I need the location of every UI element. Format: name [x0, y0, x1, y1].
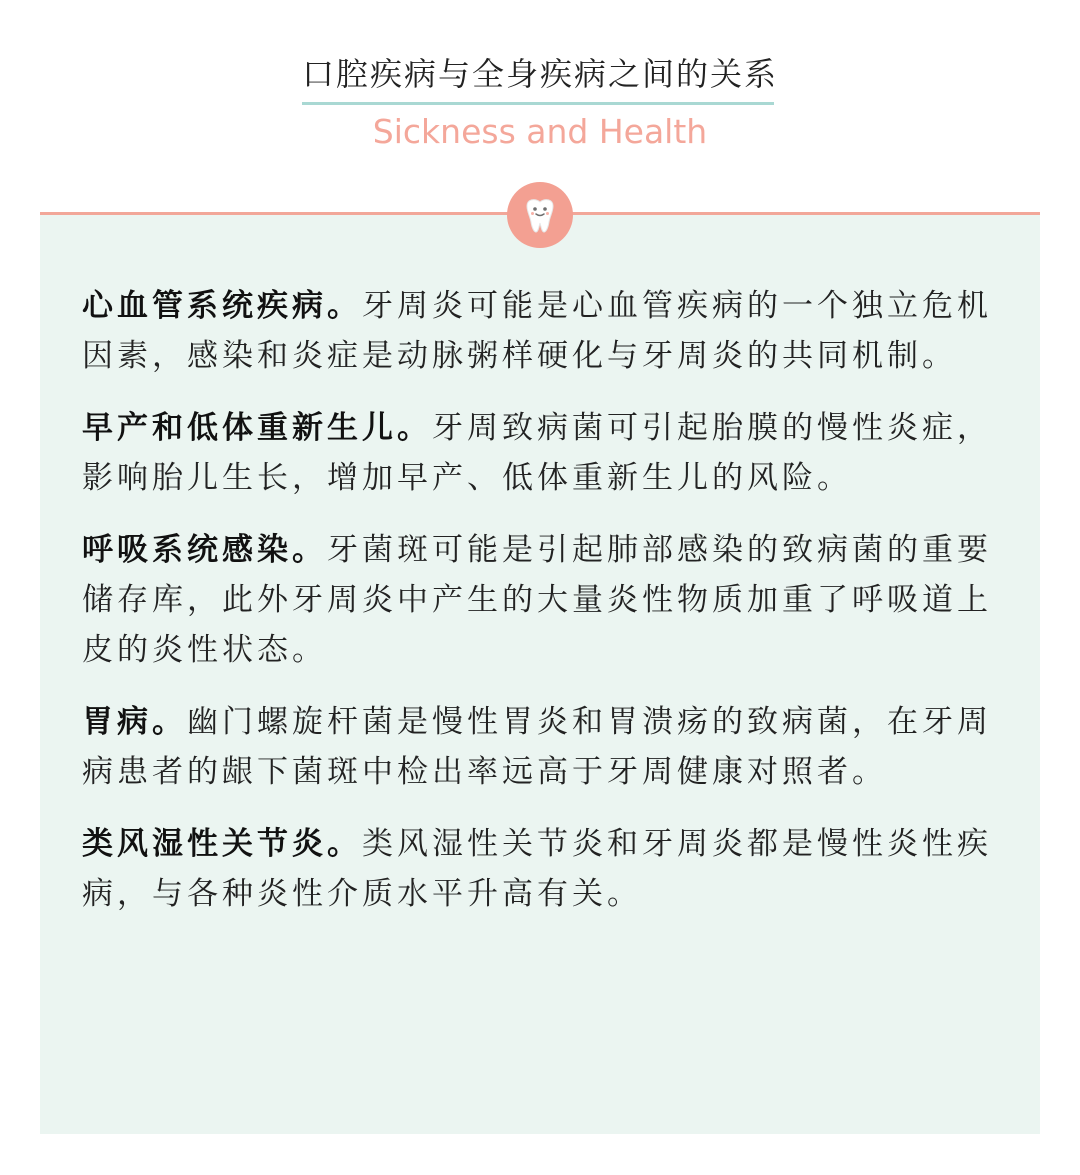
- paragraph-heading: 类风湿性关节炎。: [82, 826, 362, 862]
- paragraph-text: 幽门螺旋杆菌是慢性胃炎和胃溃疡的致病菌，在牙周病患者的龈下菌斑中检出率远高于牙周健康对照者。: [82, 704, 992, 790]
- tooth-icon: [519, 194, 561, 236]
- page-title: 口腔疾病与全身疾病之间的关系: [301, 55, 778, 93]
- paragraph-heading: 胃病。: [82, 704, 187, 740]
- paragraph-heading: 呼吸系统感染。: [82, 532, 327, 568]
- title-divider: [302, 102, 774, 105]
- paragraph-heading: 早产和低体重新生儿。: [82, 410, 432, 446]
- paragraph-premature-birth: [82, 403, 997, 503]
- paragraph-text: 牙周炎可能是心血管疾病的一个独立危机因素，感染和炎症是动脉粥样硬化与牙周炎的共同机制。: [82, 288, 992, 374]
- paragraph-text: 类风湿性关节炎和牙周炎都是慢性炎性疾病，与各种炎性介质水平升高有关。: [82, 826, 992, 912]
- paragraph-text: 牙周致病菌可引起胎膜的慢性炎症，影响胎儿生长，增加早产、低体重新生儿的风险。: [82, 410, 992, 496]
- article-body: [82, 281, 997, 941]
- header: [0, 0, 1080, 160]
- paragraph-heading: 心血管系统疾病。: [82, 288, 362, 324]
- tooth-badge: [507, 182, 573, 248]
- paragraph-arthritis: [82, 819, 997, 919]
- page-subtitle: Sickness and Health: [372, 112, 708, 151]
- paragraph-text: 牙菌斑可能是引起肺部感染的致病菌的重要储存库，此外牙周炎中产生的大量炎性物质加重了呼吸道上皮的炎性状态。: [82, 532, 992, 668]
- paragraph-stomach: [82, 697, 997, 797]
- paragraph-respiratory: [82, 525, 997, 675]
- paragraph-cardiovascular: [82, 281, 997, 381]
